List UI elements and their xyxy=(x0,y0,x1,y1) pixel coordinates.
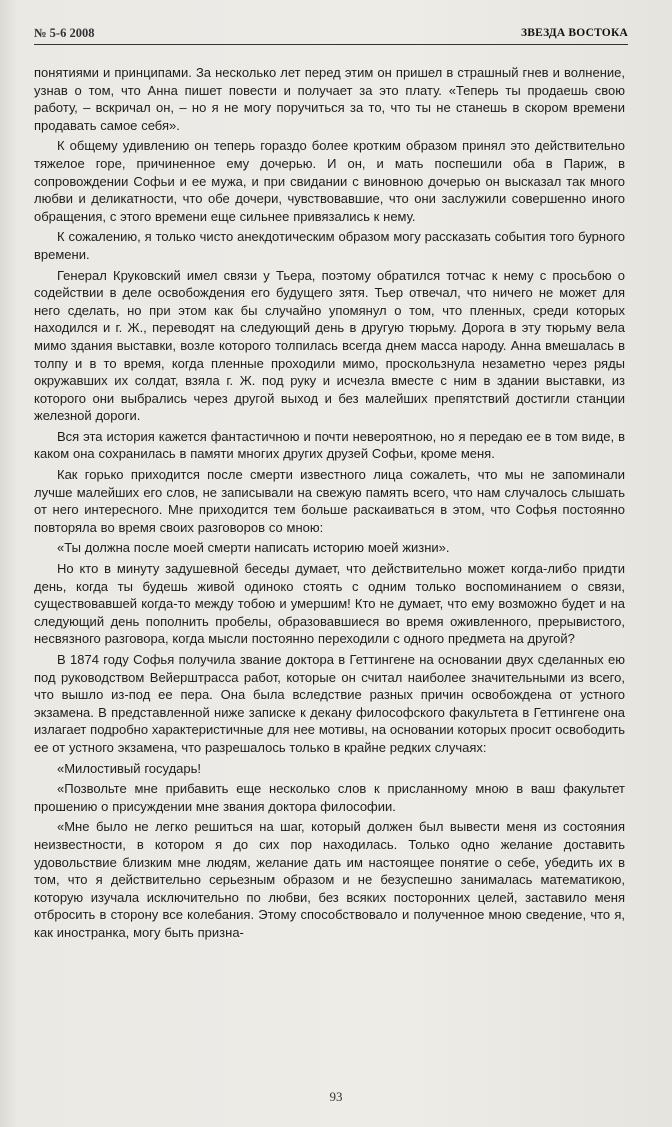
article-body xyxy=(34,64,625,945)
paragraph: Вся эта история кажется фантастичною и почти невероятною, но я передаю ее в том виде, в каком она сохранилась в памяти многих других друзей Софьи, кроме меня. xyxy=(34,428,625,462)
paragraph: Но кто в минуту задушевной беседы думает, что действительно может когда-либо придти день, когда ты будешь живой одиноко стоять с одним только воспоминанием о связи, существовавшей когда-то между тобою и умершим! Кто не думает, что ему возможно будет и на следующий день пополнить пробелы, образовавшиеся во время оживленного, прерывистого, несвязного разговора, когда мысли постоянно переходили с одного предмета на другой? xyxy=(34,561,625,647)
paragraph: Генерал Круковский имел связи у Тьера, поэтому обратился тотчас к нему с просьбою о содействии в деле освобождения его будущего зятя. Тьер отвечал, что ничего не может для него сделать, но при этом как бы случайно упомянул о том, что пленных, среди которых находился и г. Ж., переводят на следующий день в другую тюрьму. Дорога в эту тюрьму вела мимо здания выставки, возле которого толпилась всегда днем масса народу. Анна вмешалась в толпу и в то время, когда пленные проходили мимо, проскользнула незаметно через ряды окружавших их солдат, взяла г. Ж. под руку и исчезла вместе с ним в здании выставки, из которого они выбрались через другой выход и без малейших препятствий достигли станции железной дороги. xyxy=(34,267,625,424)
paragraph: К общему удивлению он теперь гораздо более кротким образом принял это действительно тяжелое горе, причиненное ему дочерью. И он, и мать поспешили оба в Париж, в сопровождении Софьи и ее мужа, и при свидании с виновною дочерью он высказал так много любви и деликатности, что обе дочери, чувствовавшие, что они заслужили совершенно иного обращения, с этого времени еще сильнее привязались к нему. xyxy=(34,138,625,224)
issue-number: № 5-6 2008 xyxy=(34,26,95,40)
letter-salutation: «Милостивый государь! xyxy=(57,760,202,776)
paragraph: понятиями и принципами. За несколько лет перед этим он пришел в страшный гнев и волнение, узнав о том, что Анна пишет повести и получает за это плату. «Теперь ты продаешь свою работу, – вскричал он, – но я не могу поручиться за то, что ты не станешь в скором времени продавать самое себя». xyxy=(34,65,625,133)
running-header xyxy=(34,24,628,45)
quote-paragraph: «Ты должна после моей смерти написать историю моей жизни». xyxy=(57,540,450,556)
paragraph: В 1874 году Софья получила звание доктора в Геттингене на основании двух сделанных ею под руководством Вейерштрасса работ, которые он считал наиболее значительными из всего, что вышло из-под ее пера. Она была вследствие разных причин освобождена от устного экзамена. В представленной ниже записке к декану философского факультета в Геттингене она излагает подробно характеристичные для нее мотивы, на основании которых просит освободить ее от устного экзамена, что разрешалось только в крайне редких случаях: xyxy=(34,652,625,755)
letter-paragraph: «Мне было не легко решиться на шаг, который должен был вывести меня из состояния неизвестности, в котором я до сих пор находилась. Только одно желание доставить удовольствие близким мне людям, желание дать им настоящее понятие о себе, убедить их в том, что я действительно серьезным образом и не безуспешно занималась математикою, которую изучала исключительно по любви, без всяких посторонних целей, заставило меня отбросить в сторону все колебания. Этому способствовало и полученное мною сведение, что я, как иностранка, могу быть призна- xyxy=(34,819,625,940)
journal-title: ЗВЕЗДА ВОСТОКА xyxy=(521,27,628,39)
paragraph: К сожалению, я только чисто анекдотическим образом могу рассказать события того бурного времени. xyxy=(34,229,625,262)
paragraph: Как горько приходится после смерти известного лица сожалеть, что мы не запоминали лучше малейших его слов, не записывали на свежую память всего, что нам случалось слышать от него интересного. Мне приходится тем больше раскаиваться в этом, что Софья постоянно повторяла во время своих разговоров со мною: xyxy=(34,467,625,535)
page-number: 93 xyxy=(329,1089,343,1104)
letter-paragraph: «Позвольте мне прибавить еще несколько слов к присланному мною в ваш факультет прошению о присуждении мне звания доктора философии. xyxy=(34,781,625,814)
